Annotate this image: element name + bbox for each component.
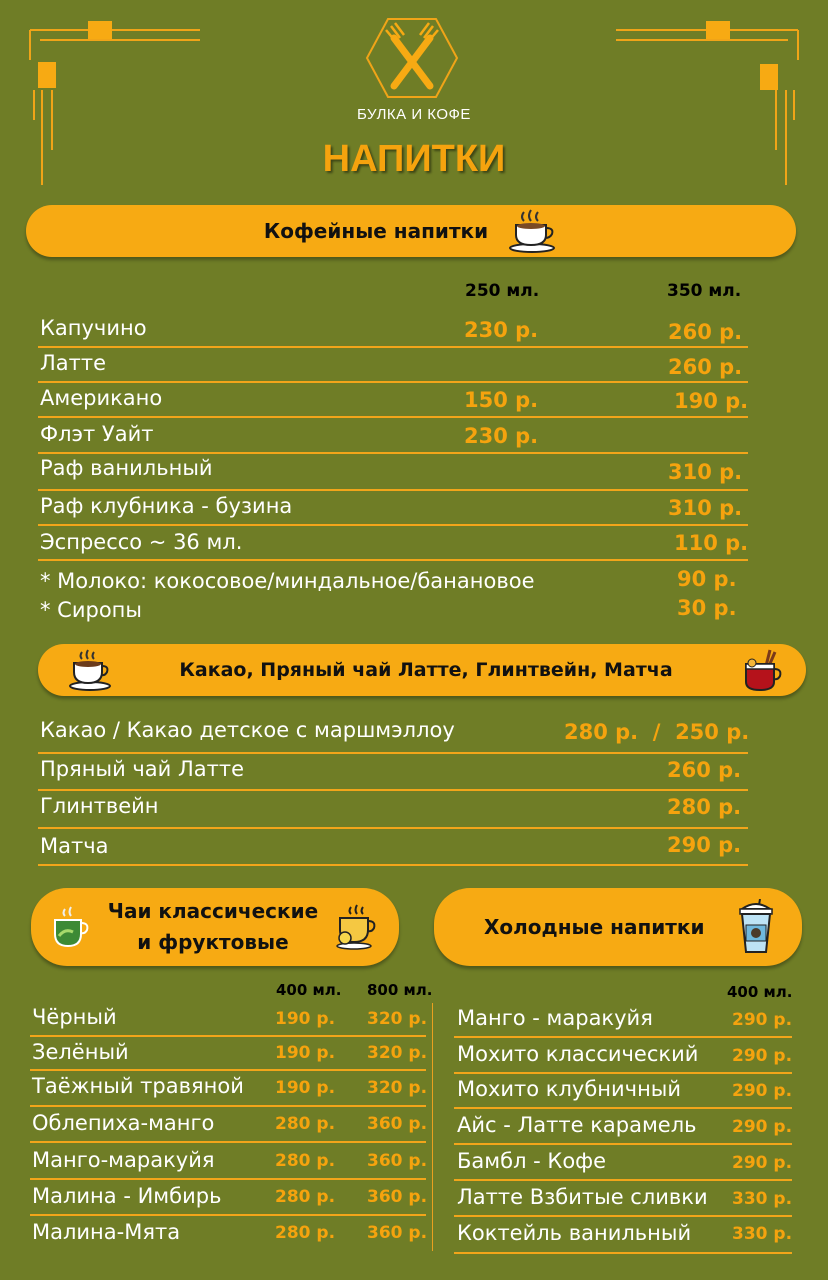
coffee-item-name: Американо [40, 386, 163, 410]
lemon-tea-icon [335, 904, 379, 950]
cold-col-400: 400 мл. [727, 983, 793, 1001]
coffee-price-350: 260 р. [668, 320, 743, 344]
cold-section-header [434, 888, 802, 966]
tea-item-name: Облепиха-манго [32, 1111, 215, 1135]
cocoa-item-price: 280 р. [667, 795, 742, 819]
tea-col-400: 400 мл. [276, 981, 342, 999]
row-divider [30, 1178, 426, 1180]
iced-drink-icon [736, 899, 776, 955]
coffee-item-name: Раф клубника - бузина [40, 494, 293, 518]
coffee-price-350: 260 р. [668, 355, 743, 379]
row-divider [38, 789, 748, 791]
tea-price-400: 190 р. [275, 1078, 336, 1098]
cold-item-price: 290 р. [732, 1010, 793, 1030]
tea-item-name: Зелёный [32, 1040, 129, 1064]
row-divider [38, 524, 748, 526]
tea-item-name: Таёжный травяной [32, 1074, 244, 1098]
tea-item-name: Чёрный [32, 1005, 117, 1029]
cocoa-section-header [38, 644, 806, 696]
cocoa-item-price: 280 р. / 250 р. [564, 720, 750, 744]
cocoa-item-price: 290 р. [667, 833, 742, 857]
cold-item-name: Латте Взбитые сливки [457, 1185, 708, 1209]
cold-item-price: 290 р. [732, 1117, 793, 1137]
tea-price-800: 360 р. [367, 1114, 428, 1134]
coffee-price-250: 150 р. [464, 388, 539, 412]
tea-section-label-line2: и фруктовые [137, 930, 289, 954]
tea-price-800: 320 р. [367, 1078, 428, 1098]
coffee-item-name: Латте [40, 351, 107, 375]
row-divider [38, 452, 748, 454]
column-divider [432, 1003, 433, 1251]
tea-price-800: 320 р. [367, 1009, 428, 1029]
coffee-price-350: 190 р. [674, 389, 749, 413]
cold-item-price: 290 р. [732, 1046, 793, 1066]
coffee-price-350: 110 р. [674, 531, 749, 555]
coffee-extra-price: 90 р. [677, 567, 737, 591]
cold-item-price: 290 р. [732, 1153, 793, 1173]
row-divider [38, 346, 748, 348]
row-divider [38, 559, 748, 561]
row-divider [30, 1035, 426, 1037]
coffee-item-name: Капучино [40, 316, 147, 340]
cold-item-name: Бамбл - Кофе [457, 1149, 607, 1173]
cocoa-item-name: Пряный чай Латте [40, 757, 245, 781]
cold-item-name: Айс - Латте карамель [457, 1113, 697, 1137]
coffee-col-350: 350 мл. [667, 281, 742, 301]
row-divider [38, 864, 748, 866]
coffee-item-name: Раф ванильный [40, 456, 213, 480]
row-divider [38, 752, 748, 754]
row-divider [30, 1069, 426, 1071]
tea-item-name: Малина-Мята [32, 1220, 181, 1244]
tea-price-800: 360 р. [367, 1151, 428, 1171]
cocoa-item-price: 260 р. [667, 758, 742, 782]
cocoa-section-label: Какао, Пряный чай Латте, Глинтвейн, Матча [179, 659, 673, 681]
tea-price-400: 280 р. [275, 1114, 336, 1134]
cold-item-name: Коктейль ванильный [457, 1221, 692, 1245]
tea-price-400: 280 р. [275, 1151, 336, 1171]
coffee-price-350: 310 р. [668, 460, 743, 484]
tea-price-800: 360 р. [367, 1187, 428, 1207]
coffee-cup-icon [506, 208, 558, 254]
tea-price-800: 320 р. [367, 1043, 428, 1063]
cocoa-item-name: Какао / Какао детское с маршмэллоу [40, 718, 455, 742]
row-divider [454, 1107, 792, 1109]
tea-item-name: Манго-маракуйя [32, 1148, 215, 1172]
coffee-col-250: 250 мл. [465, 281, 540, 301]
cold-item-name: Мохито клубничный [457, 1077, 682, 1101]
mulled-wine-icon [740, 648, 784, 692]
tea-section-label-line1: Чаи классические [107, 899, 319, 923]
brand-name: БУЛКА И КОФЕ [357, 106, 471, 123]
page-title: НАПИТКИ [322, 138, 506, 180]
cocoa-item-name: Матча [40, 834, 109, 858]
row-divider [38, 416, 748, 418]
cocoa-item-name: Глинтвейн [40, 794, 159, 818]
tea-price-400: 190 р. [275, 1009, 336, 1029]
cold-item-price: 330 р. [732, 1189, 793, 1209]
tea-cup-icon [51, 906, 91, 948]
coffee-price-250: 230 р. [464, 318, 539, 342]
tea-section-header [31, 888, 399, 966]
tea-price-400: 190 р. [275, 1043, 336, 1063]
row-divider [454, 1252, 792, 1254]
coffee-extra-name: * Молоко: кокосовое/миндальное/банановое [40, 569, 535, 593]
coffee-price-250: 230 р. [464, 424, 539, 448]
coffee-section-header [26, 205, 796, 257]
coffee-item-name: Флэт Уайт [40, 422, 154, 446]
row-divider [454, 1143, 792, 1145]
row-divider [30, 1214, 426, 1216]
row-divider [38, 381, 748, 383]
cold-item-price: 290 р. [732, 1081, 793, 1101]
cold-item-name: Манго - маракуйя [457, 1006, 653, 1030]
coffee-section-label: Кофейные напитки [263, 219, 489, 243]
row-divider [30, 1141, 426, 1143]
tea-price-400: 280 р. [275, 1223, 336, 1243]
cold-item-price: 330 р. [732, 1224, 793, 1244]
tea-col-800: 800 мл. [367, 981, 433, 999]
coffee-price-350: 310 р. [668, 496, 743, 520]
row-divider [38, 489, 748, 491]
coffee-item-name: Эспрессо ~ 36 мл. [40, 530, 243, 554]
tea-price-400: 280 р. [275, 1187, 336, 1207]
row-divider [30, 1105, 426, 1107]
row-divider [454, 1036, 792, 1038]
row-divider [454, 1215, 792, 1217]
row-divider [38, 827, 748, 829]
cold-item-name: Мохито классический [457, 1042, 699, 1066]
tea-item-name: Малина - Имбирь [32, 1184, 222, 1208]
cold-section-label: Холодные напитки [484, 915, 705, 939]
row-divider [454, 1179, 792, 1181]
coffee-extra-name: * Сиропы [40, 598, 142, 622]
row-divider [454, 1072, 792, 1074]
cocoa-cup-icon [68, 649, 112, 691]
coffee-extra-price: 30 р. [677, 596, 737, 620]
tea-price-800: 360 р. [367, 1223, 428, 1243]
fork-knife-hexagon-icon [364, 16, 460, 100]
